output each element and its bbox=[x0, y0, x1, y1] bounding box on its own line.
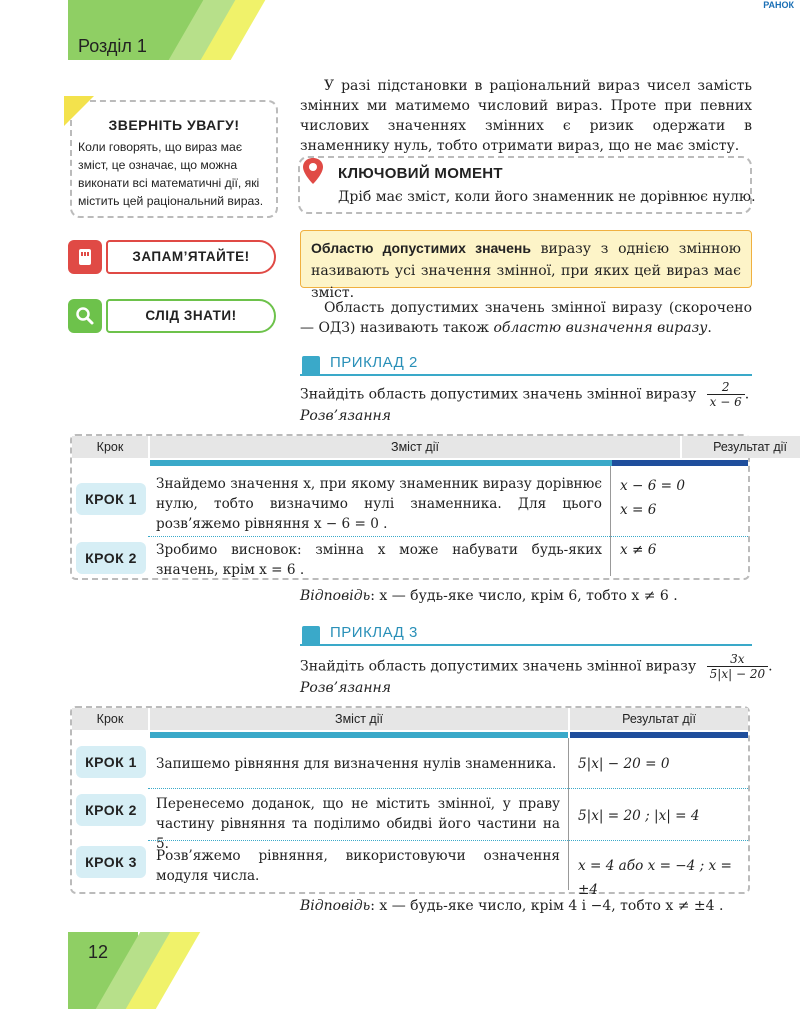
header-bar bbox=[150, 460, 680, 466]
definition-term: Областю допустимих значень bbox=[311, 240, 531, 256]
fraction-numerator: 3x bbox=[707, 652, 768, 667]
example-2-fraction bbox=[707, 380, 745, 409]
row-divider bbox=[148, 536, 748, 537]
example-2-answer bbox=[300, 588, 678, 604]
step-content: Запишемо рівняння для визначення нулів знаменника. bbox=[156, 756, 557, 772]
fraction-denominator: 5|x| − 20 bbox=[709, 667, 766, 681]
key-moment-text: Дріб має зміст, коли його знаменник не дорівнює нулю. bbox=[338, 189, 756, 205]
attention-title: ЗВЕРНІТЬ УВАГУ! bbox=[108, 117, 240, 133]
col-content-header: Зміст дії bbox=[150, 436, 680, 458]
col-result-header: Результат дії bbox=[682, 436, 800, 458]
step-result: x = 4 або x = −4 ; x = ±4 bbox=[578, 858, 732, 898]
answer-text: : x — будь-яке число, крім 6, тобто x ≠ 6 . bbox=[370, 588, 678, 604]
odz-note-end: . bbox=[707, 320, 712, 336]
example-3-solution-label: Розв’язання bbox=[300, 680, 392, 696]
attention-text: Коли говорять, що вираз має зміст, це означає, що можна виконати всі математичні дії, які містить цей раціональний вираз. bbox=[78, 140, 264, 208]
definition-box bbox=[300, 230, 752, 301]
example-2-table bbox=[70, 434, 787, 580]
should-know-label: СЛІД ЗНАТИ! bbox=[106, 299, 276, 333]
example-2-task: Знайдіть область допустимих значень змінної виразу $\frac{2}{x - 6}$ . bbox=[300, 380, 750, 409]
step-content: Розв’яжемо рівняння, використовуючи означення модуля числа. bbox=[156, 848, 560, 884]
answer-text: : x — будь-яке число, крім 4 і −4, тобто x ≠ ±4 . bbox=[370, 898, 724, 914]
col-result-header: Результат дії bbox=[570, 708, 748, 730]
odz-note-text: Область допустимих значень змінної виразу (скорочено — ОДЗ) називають також bbox=[300, 300, 752, 336]
fraction-denominator: x − 6 bbox=[709, 395, 742, 409]
example-3-task: Знайдіть область допустимих значень змінної виразу $\frac{3x}{5|x| - 20}$ . bbox=[300, 652, 773, 681]
step-tag: КРОК 2 bbox=[76, 794, 146, 826]
row-divider bbox=[148, 788, 748, 789]
step-tag: КРОК 1 bbox=[76, 483, 146, 515]
column-divider bbox=[568, 738, 569, 890]
example-3-task-text: Знайдіть область допустимих значень змінної виразу bbox=[300, 658, 697, 675]
answer-label: Відповідь bbox=[300, 588, 371, 604]
step-content: Знайдемо значення x, при якому знаменник виразу дорівнює нулю, тобто визначимо нулі знаменника. Для цього розв’яжемо рівняння x − 6 = 0 . bbox=[156, 476, 602, 532]
location-pin-icon bbox=[300, 156, 326, 186]
header-bar-dark bbox=[612, 460, 748, 466]
step-tag: КРОК 2 bbox=[76, 542, 146, 574]
answer-label: Відповідь bbox=[300, 898, 371, 914]
column-divider bbox=[610, 466, 611, 576]
odz-note bbox=[300, 298, 752, 338]
magnifier-icon bbox=[68, 299, 102, 333]
header-bar bbox=[150, 732, 568, 738]
odz-note-italic: областю визначення виразу bbox=[493, 320, 708, 336]
example-2-task-text: Знайдіть область допустимих значень змінної виразу bbox=[300, 386, 697, 403]
page-number: 12 bbox=[88, 942, 109, 962]
example-3-answer bbox=[300, 898, 723, 914]
row-divider bbox=[148, 840, 748, 841]
example-3-fraction bbox=[707, 652, 768, 681]
header-bar-dark bbox=[570, 732, 748, 738]
example-2-title: ПРИКЛАД 2 bbox=[330, 354, 418, 371]
col-content-header: Зміст дії bbox=[150, 708, 568, 730]
step-result: x ≠ 6 bbox=[620, 542, 657, 558]
example-2-header bbox=[300, 354, 752, 376]
definition-text: виразу з однією змінною називають усі значення змінної, при яких цей вираз має зміст. bbox=[311, 241, 741, 301]
example-3-table bbox=[70, 706, 750, 898]
key-moment-title: КЛЮЧОВИЙ МОМЕНТ bbox=[338, 165, 503, 182]
step-result: 5|x| − 20 = 0 bbox=[578, 756, 670, 772]
remember-label: ЗАПАМ’ЯТАЙТЕ! bbox=[106, 240, 276, 274]
example-3-header bbox=[300, 624, 752, 646]
section-label: Розділ 1 bbox=[78, 36, 147, 56]
step-result: 5|x| = 20 ; |x| = 4 bbox=[578, 808, 700, 824]
memory-card-icon bbox=[68, 240, 102, 274]
example-3-title: ПРИКЛАД 3 bbox=[330, 624, 418, 641]
book-icon bbox=[302, 356, 320, 376]
col-step-header: Крок bbox=[72, 708, 148, 730]
example-2-solution-label: Розв’язання bbox=[300, 408, 392, 424]
step-content: Перенесемо доданок, що не містить змінної, у праву частину рівняння та поділимо обидві його частини на 5. bbox=[156, 796, 560, 852]
step-result: x = 6 bbox=[620, 502, 657, 518]
col-step-header: Крок bbox=[72, 436, 148, 458]
step-content: Зробимо висновок: змінна x може набувати будь-яких значень, крім x = 6 . bbox=[156, 542, 602, 578]
publisher-logo: РАНОК bbox=[763, 0, 794, 10]
step-tag: КРОК 3 bbox=[76, 846, 146, 878]
step-result: x − 6 = 0 bbox=[620, 478, 686, 494]
intro-paragraph: У разі підстановки в раціональний вираз чисел замість змінних ми матимемо числовий вираз. Проте при певних числових значеннях змінних є ризик одержати в знаменнику нуль, тобто отримати вираз, що не має змісту. bbox=[300, 78, 752, 154]
book-icon bbox=[302, 626, 320, 646]
step-tag: КРОК 1 bbox=[76, 746, 146, 778]
fraction-numerator: 2 bbox=[707, 380, 745, 395]
